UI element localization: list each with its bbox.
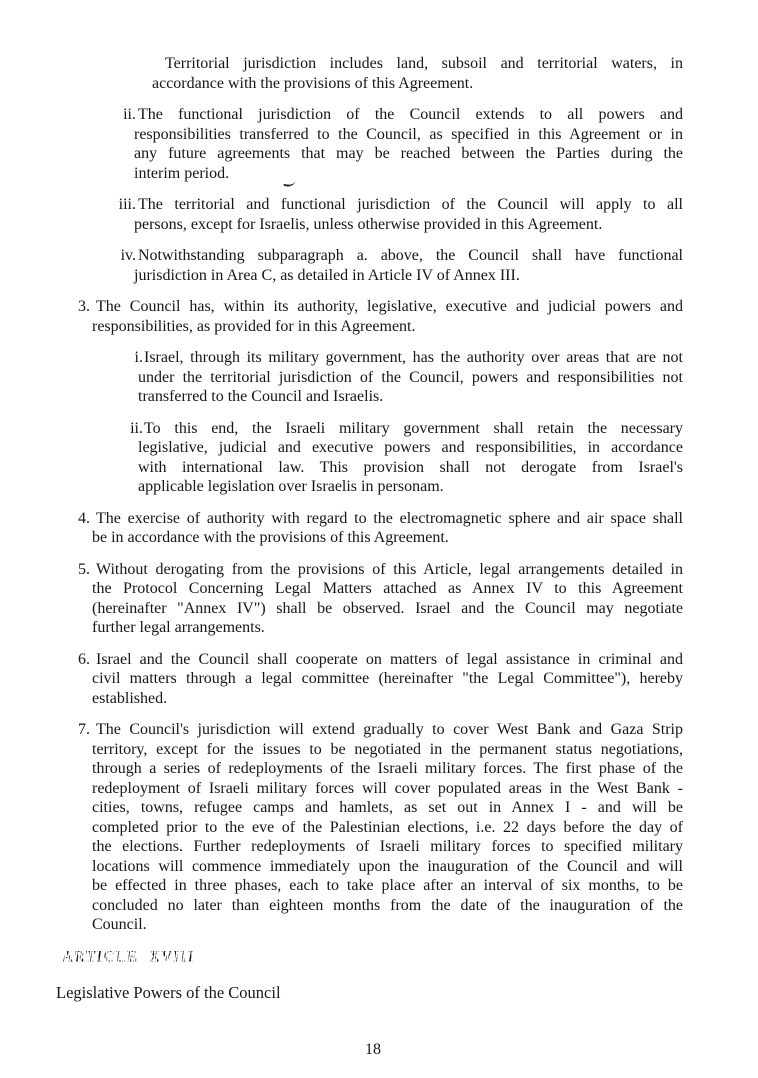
text-line: transferred to the Council and Israelis. <box>138 388 384 405</box>
text-line: responsibilities, as provided for in this Agreement. <box>92 317 416 335</box>
clause-iii <box>118 195 683 234</box>
text-line: further legal arrangements. <box>92 619 265 636</box>
text-line: responsibilities transferred to the Council, as specified in this Agreement or in <box>134 125 683 143</box>
list-marker: iv. <box>120 247 136 264</box>
list-marker: 7. <box>78 721 90 738</box>
text-line: The Council's jurisdiction will extend gradually to cover West Bank and Gaza Strip <box>96 721 683 738</box>
text-line: civil matters through a legal committee (hereinafter "the Legal Committee"), hereby <box>92 670 683 687</box>
text-line: through a series of redeployments of the Israeli military forces. The first phase of the <box>92 760 683 777</box>
text-line: The Council has, within its authority, legislative, executive and judicial powers and <box>96 298 683 315</box>
clause-6 <box>78 650 683 709</box>
clause-text <box>134 195 683 234</box>
text-line: be effected in three phases, each to take place after an interval of six months, to be <box>92 877 683 894</box>
text-line: To this end, the Israeli military government shall retain the necessary <box>144 419 683 437</box>
clause-text <box>92 297 683 336</box>
list-marker: 6. <box>78 650 90 668</box>
clause-4 <box>78 509 683 548</box>
clause-3-ii <box>130 419 683 497</box>
list-marker: iii. <box>118 196 136 213</box>
page-number: 18 <box>365 1041 381 1058</box>
text-line: the elections. Further redeployments of Israeli military forces to specified military <box>92 838 683 855</box>
clause-3-i <box>134 348 683 407</box>
clause-text <box>138 419 683 497</box>
clause-ii <box>123 105 683 183</box>
clause-iv <box>120 246 683 285</box>
clause-7 <box>78 720 683 935</box>
text-line: the Protocol Concerning Legal Matters attached as Annex IV to this Agreement <box>92 580 683 597</box>
text-line: persons, except for Israelis, unless otherwise provided in this Agreement. <box>134 215 603 233</box>
text-line: be in accordance with the provisions of this Agreement. <box>92 529 449 546</box>
clause-text <box>134 105 683 183</box>
text-line: accordance with the provisions of this Agreement. <box>152 74 474 92</box>
text-line: legislative, judicial and executive powers and responsibilities, in accordance <box>138 439 683 456</box>
clause-continuation <box>152 54 683 93</box>
text-line: concluded no later than eighteen months from the date of the inauguration of the <box>92 896 683 914</box>
text-line: Without derogating from the provisions of this Article, legal arrangements detailed in <box>96 560 683 578</box>
text-line: interim period. <box>134 164 230 182</box>
list-marker: 4. <box>78 509 90 527</box>
text-line: Israel and the Council shall cooperate on matters of legal assistance in criminal and <box>96 650 683 668</box>
text-line: redeployment of Israeli military forces will cover populated areas in the West Bank - <box>92 779 683 797</box>
text-line: applicable legislation over Israelis in personam. <box>138 478 444 495</box>
text-line: Notwithstanding subparagraph a. above, the Council shall have functional <box>138 247 683 264</box>
text-line: under the territorial jurisdiction of the Council, powers and responsibilities not <box>138 368 683 386</box>
text-line: established. <box>92 689 168 707</box>
text-line: The territorial and functional jurisdiction of the Council will apply to all <box>138 196 683 213</box>
clause-text <box>138 348 683 407</box>
list-marker: ii. <box>130 419 143 437</box>
article-heading: ARTICLE XVIII <box>62 949 195 966</box>
list-marker: 3. <box>78 298 90 315</box>
clause-text <box>92 560 683 638</box>
clause-text <box>92 509 683 548</box>
document-body <box>78 54 683 947</box>
list-marker: i. <box>134 349 143 366</box>
text-line: Territorial jurisdiction includes land, subsoil and territorial waters, in <box>165 55 683 72</box>
text-line: locations will commence immediately upon the inauguration of the Council and will <box>92 857 683 875</box>
text-line: Israel, through its military government, has the authority over areas that are not <box>144 349 683 366</box>
clause-5 <box>78 560 683 638</box>
text-line: completed prior to the eve of the Palestinian elections, i.e. 22 days before the day of <box>92 818 683 836</box>
list-marker: 5. <box>78 560 90 578</box>
text-line: The exercise of authority with regard to the electromagnetic sphere and air space shall <box>96 509 683 527</box>
clause-text <box>134 246 683 285</box>
text-line: The functional jurisdiction of the Council extends to all powers and <box>138 106 683 123</box>
text-line: with international law. This provision shall not derogate from Israel's <box>138 458 683 476</box>
text-line: any future agreements that may be reached between the Parties during the <box>134 145 683 162</box>
clause-3 <box>78 297 683 336</box>
list-marker: ii. <box>123 106 136 123</box>
article-subtitle: Legislative Powers of the Council <box>56 983 281 1002</box>
text-line: Council. <box>92 916 147 933</box>
text-line: cities, towns, refugee camps and hamlets, as set out in Annex I - and will be <box>92 799 683 816</box>
text-line: (hereinafter "Annex IV") shall be observed. Israel and the Council may negotiate <box>92 599 683 617</box>
text-line: jurisdiction in Area C, as detailed in Article IV of Annex III. <box>134 266 520 284</box>
clause-text <box>92 650 683 709</box>
text-line: territory, except for the issues to be negotiated in the permanent status negotiations, <box>92 740 683 758</box>
clause-text <box>92 720 683 935</box>
